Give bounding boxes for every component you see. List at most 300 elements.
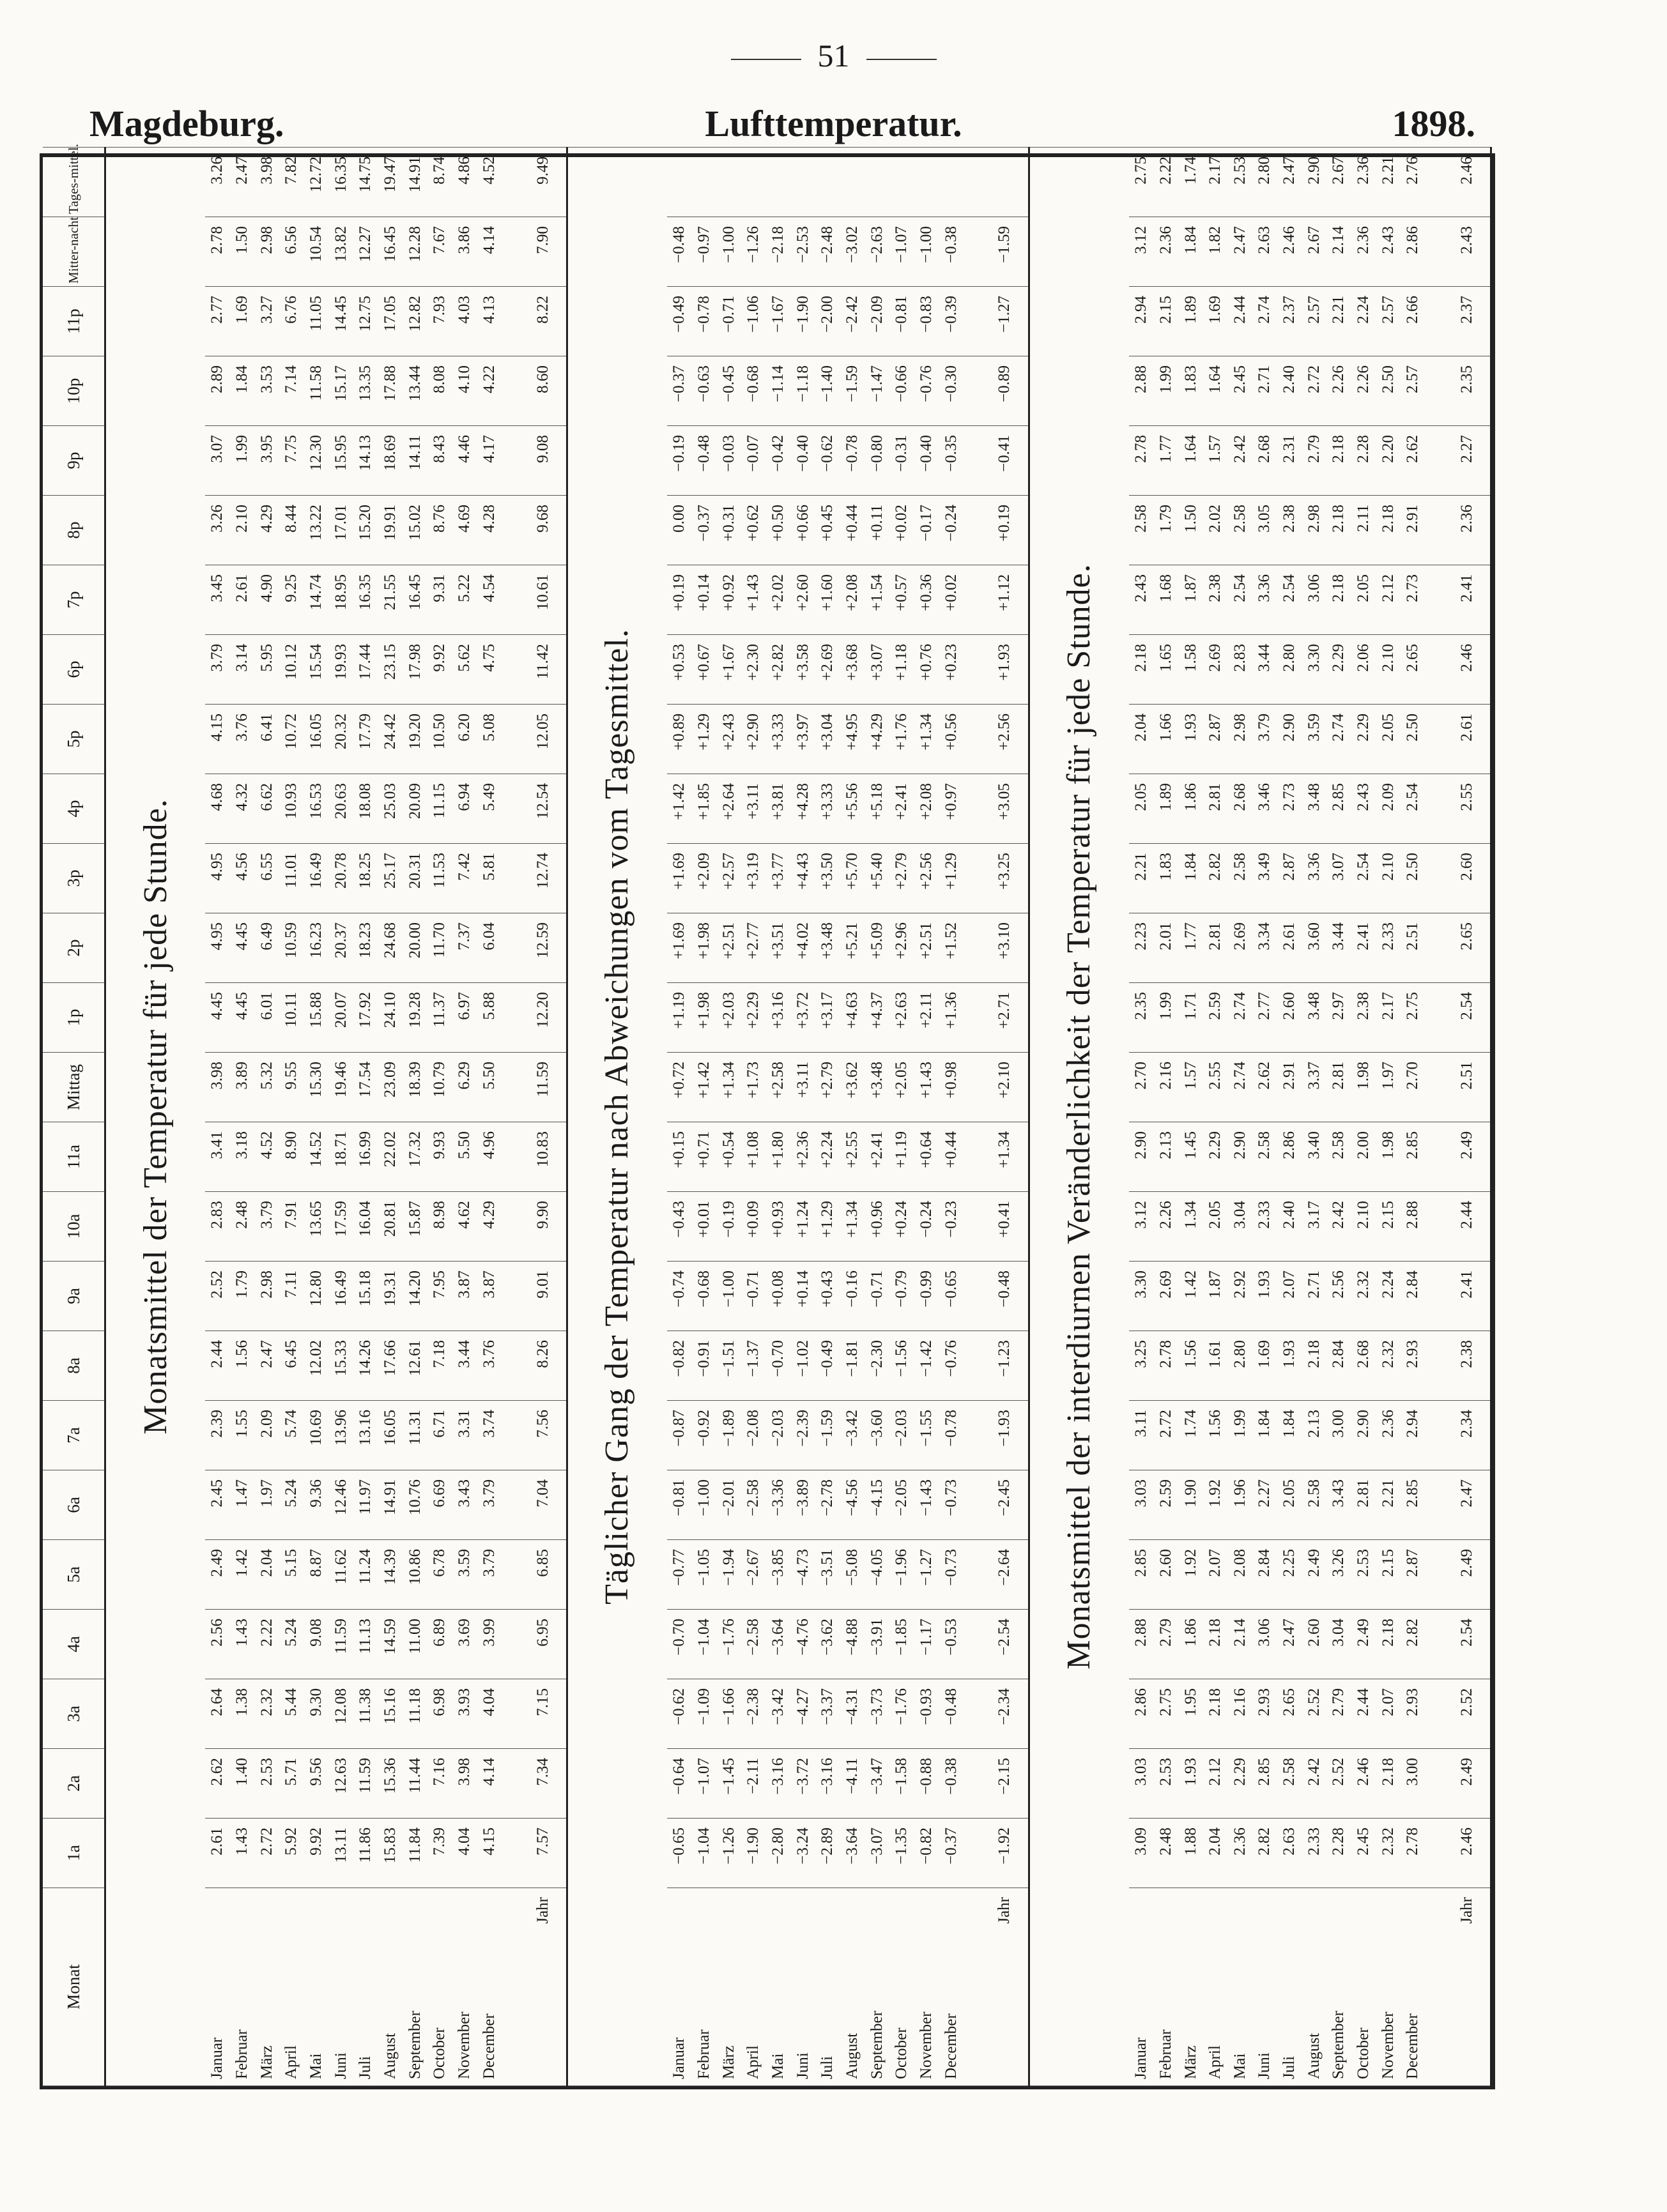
value-cell: 10.11 <box>279 983 304 1053</box>
value-cell: 2.36 <box>1351 217 1376 287</box>
month-label: Juni <box>1252 1888 1277 2086</box>
value-cell: −5.08 <box>840 1540 865 1610</box>
value-cell: 2.46 <box>1443 1819 1491 1888</box>
value-cell: 4.04 <box>452 1819 477 1888</box>
value-cell: 3.87 <box>452 1262 477 1331</box>
value-cell: 10.83 <box>519 1122 567 1192</box>
value-cell: 1.66 <box>1154 705 1179 774</box>
value-cell: 2.71 <box>1302 1262 1326 1331</box>
value-cell: 18.08 <box>353 774 378 844</box>
value-cell: +0.56 <box>939 705 964 774</box>
value-cell: −0.70 <box>766 1331 791 1401</box>
value-cell: 16.05 <box>304 705 329 774</box>
spacer-cell <box>502 1888 519 2086</box>
value-cell: 2.07 <box>1203 1540 1228 1610</box>
value-cell: 1.74 <box>1178 148 1203 217</box>
value-cell: +3.58 <box>790 635 815 705</box>
value-cell: 2.78 <box>1129 426 1154 496</box>
value-cell: 15.95 <box>328 426 353 496</box>
value-cell: 18.69 <box>378 426 403 496</box>
value-cell: 8.76 <box>427 496 452 565</box>
value-cell: 1.84 <box>1178 217 1203 287</box>
value-cell: 13.44 <box>403 356 427 426</box>
value-cell: 2.41 <box>1443 565 1491 635</box>
value-cell: −3.07 <box>864 1819 889 1888</box>
value-cell: 10.69 <box>304 1401 329 1470</box>
value-cell: −1.59 <box>840 356 865 426</box>
value-cell: −4.31 <box>840 1679 865 1749</box>
value-cell: 17.44 <box>353 635 378 705</box>
value-cell: −2.63 <box>864 217 889 287</box>
value-cell: 2.46 <box>1443 635 1491 705</box>
value-cell: −1.47 <box>864 356 889 426</box>
value-cell: +3.07 <box>864 635 889 705</box>
value-cell: −1.43 <box>914 1470 939 1540</box>
value-cell: 2.60 <box>1443 844 1491 913</box>
value-cell: 5.74 <box>279 1401 304 1470</box>
value-cell: 3.17 <box>1302 1192 1326 1262</box>
value-cell: +1.52 <box>939 913 964 983</box>
value-cell: 2.57 <box>1376 287 1401 356</box>
value-cell: 6.69 <box>427 1470 452 1540</box>
value-cell: 4.13 <box>477 287 502 356</box>
value-cell: 3.12 <box>1129 1192 1154 1262</box>
value-cell: 4.95 <box>205 913 230 983</box>
value-cell: 12.75 <box>353 287 378 356</box>
spacer-cell <box>1425 1679 1443 1749</box>
spacer-cell <box>1425 1819 1443 1888</box>
value-cell: 8.44 <box>279 496 304 565</box>
spacer-cell <box>1425 1262 1443 1331</box>
table-row <box>1227 148 1252 2086</box>
value-cell: −1.23 <box>981 1331 1029 1401</box>
value-cell: 11.59 <box>519 1053 567 1122</box>
value-cell: 3.14 <box>230 635 255 705</box>
value-cell: 8.22 <box>519 287 567 356</box>
value-cell: 2.09 <box>1376 774 1401 844</box>
spacer-cell <box>1425 1122 1443 1192</box>
month-label: Februar <box>692 1888 717 2086</box>
value-cell: 3.69 <box>452 1610 477 1679</box>
spacer-cell <box>502 1262 519 1331</box>
month-label: April <box>741 1888 766 2086</box>
value-cell: +1.29 <box>815 1192 840 1262</box>
value-cell: 16.05 <box>378 1401 403 1470</box>
value-cell: 2.36 <box>1443 496 1491 565</box>
value-cell: 14.52 <box>304 1122 329 1192</box>
value-cell: +1.85 <box>692 774 717 844</box>
value-cell: 11.59 <box>353 1749 378 1819</box>
value-cell: −0.78 <box>692 287 717 356</box>
value-cell: 8.08 <box>427 356 452 426</box>
value-cell: +3.33 <box>815 774 840 844</box>
value-cell: 17.66 <box>378 1331 403 1401</box>
spacer-cell <box>1425 356 1443 426</box>
value-cell: 2.46 <box>1277 217 1302 287</box>
value-cell: 2.48 <box>230 1192 255 1262</box>
value-cell: 4.45 <box>205 983 230 1053</box>
value-cell: −0.78 <box>939 1401 964 1470</box>
value-cell: 2.49 <box>1443 1540 1491 1610</box>
value-cell: −0.62 <box>667 1679 692 1749</box>
value-cell: 2.69 <box>1227 913 1252 983</box>
value-cell: +2.09 <box>692 844 717 913</box>
value-cell: +1.36 <box>939 983 964 1053</box>
value-cell: 12.82 <box>403 287 427 356</box>
value-cell: 14.20 <box>403 1262 427 1331</box>
value-cell: 7.90 <box>519 217 567 287</box>
value-cell: +1.34 <box>914 705 939 774</box>
value-cell: 2.60 <box>1302 1610 1326 1679</box>
table-row <box>1178 148 1203 2086</box>
value-cell: 17.88 <box>378 356 403 426</box>
value-cell: +0.36 <box>914 565 939 635</box>
value-cell: 2.54 <box>1401 774 1425 844</box>
value-cell: 2.72 <box>1154 1401 1179 1470</box>
spacer-cell <box>1425 426 1443 496</box>
month-label: Juli <box>353 1888 378 2086</box>
table-row <box>864 148 889 2086</box>
value-cell: 10.12 <box>279 635 304 705</box>
value-cell: −4.88 <box>840 1610 865 1679</box>
value-cell: −3.85 <box>766 1540 791 1610</box>
value-cell: 2.90 <box>1351 1401 1376 1470</box>
value-cell: +2.71 <box>981 983 1029 1053</box>
column-header: 2p <box>43 913 105 983</box>
value-cell: 2.17 <box>1203 148 1228 217</box>
section-title: Täglicher Gang der Temperatur nach Abweichungen vom Tagesmittel. <box>567 148 667 2086</box>
value-cell: 3.95 <box>254 426 279 496</box>
value-cell: −0.88 <box>914 1749 939 1819</box>
value-cell: 9.08 <box>519 426 567 496</box>
value-cell: 2.74 <box>1326 705 1351 774</box>
value-cell: 3.44 <box>452 1331 477 1401</box>
value-cell: −2.30 <box>864 1331 889 1401</box>
value-cell: 3.60 <box>1302 913 1326 983</box>
value-cell: 2.57 <box>1302 287 1326 356</box>
month-label: März <box>716 1888 741 2086</box>
value-cell: −1.06 <box>741 287 766 356</box>
spacer-cell <box>1425 1470 1443 1540</box>
value-cell: +3.04 <box>815 705 840 774</box>
value-cell: −1.59 <box>981 217 1029 287</box>
value-cell: −0.24 <box>939 496 964 565</box>
year-total-row <box>519 148 567 2086</box>
table-row <box>1302 148 1326 2086</box>
value-cell: 1.69 <box>230 287 255 356</box>
value-cell: +3.17 <box>815 983 840 1053</box>
value-cell: 9.36 <box>304 1470 329 1540</box>
table-row <box>452 148 477 2086</box>
value-cell: 2.09 <box>254 1401 279 1470</box>
table-row <box>1252 148 1277 2086</box>
value-cell: 7.91 <box>279 1192 304 1262</box>
value-cell: 1.77 <box>1154 426 1179 496</box>
value-cell: −0.71 <box>716 287 741 356</box>
table-row <box>815 148 840 2086</box>
table-row <box>716 148 741 2086</box>
value-cell: −0.48 <box>939 1679 964 1749</box>
value-cell: +0.96 <box>864 1192 889 1262</box>
value-cell: 3.79 <box>1252 705 1277 774</box>
value-cell: 9.92 <box>427 635 452 705</box>
value-cell: 2.07 <box>1277 1262 1302 1331</box>
value-cell: 3.44 <box>1326 913 1351 983</box>
value-cell: 10.59 <box>279 913 304 983</box>
value-cell: 3.09 <box>1129 1819 1154 1888</box>
value-cell: +2.08 <box>914 774 939 844</box>
spacer-cell <box>1425 496 1443 565</box>
value-cell: 2.71 <box>1252 356 1277 426</box>
month-label: August <box>840 1888 865 2086</box>
value-cell: +2.36 <box>790 1122 815 1192</box>
value-cell: 2.58 <box>1227 844 1252 913</box>
value-cell: 1.57 <box>1178 1053 1203 1122</box>
value-cell: 2.33 <box>1252 1192 1277 1262</box>
value-cell: −0.66 <box>889 356 914 426</box>
value-cell: 12.08 <box>328 1679 353 1749</box>
spacer-cell <box>502 1122 519 1192</box>
value-cell: +1.80 <box>766 1122 791 1192</box>
value-cell: −1.27 <box>914 1540 939 1610</box>
value-cell: +0.02 <box>939 565 964 635</box>
value-cell: +0.67 <box>692 635 717 705</box>
value-cell: 3.59 <box>452 1540 477 1610</box>
value-cell: −1.55 <box>914 1401 939 1470</box>
value-cell: 2.52 <box>1326 1749 1351 1819</box>
value-cell <box>741 148 766 217</box>
value-cell: 15.30 <box>304 1053 329 1122</box>
value-cell: 3.87 <box>477 1262 502 1331</box>
value-cell: 4.32 <box>230 774 255 844</box>
value-cell: 2.70 <box>1129 1053 1154 1122</box>
value-cell: 14.59 <box>378 1610 403 1679</box>
value-cell: +0.62 <box>741 496 766 565</box>
value-cell: −4.05 <box>864 1540 889 1610</box>
value-cell: 19.20 <box>403 705 427 774</box>
value-cell: 5.81 <box>477 844 502 913</box>
column-header: 5p <box>43 705 105 774</box>
spacer-cell <box>502 1331 519 1401</box>
value-cell: +5.09 <box>864 913 889 983</box>
value-cell: 2.08 <box>1227 1540 1252 1610</box>
value-cell: +0.11 <box>864 496 889 565</box>
month-label: November <box>914 1888 939 2086</box>
value-cell: 2.56 <box>205 1610 230 1679</box>
value-cell: 1.57 <box>1203 426 1228 496</box>
value-cell: 2.97 <box>1326 983 1351 1053</box>
value-cell: +1.43 <box>741 565 766 635</box>
value-cell: 2.15 <box>1154 287 1179 356</box>
value-cell <box>766 148 791 217</box>
value-cell: 4.68 <box>205 774 230 844</box>
value-cell: −3.72 <box>790 1749 815 1819</box>
value-cell: +0.71 <box>692 1122 717 1192</box>
value-cell: −1.00 <box>716 1262 741 1331</box>
value-cell: 12.05 <box>519 705 567 774</box>
value-cell: +2.02 <box>766 565 791 635</box>
value-cell: 14.26 <box>353 1331 378 1401</box>
value-cell: 3.11 <box>1129 1401 1154 1470</box>
value-cell: +1.18 <box>889 635 914 705</box>
value-cell: 3.48 <box>1302 774 1326 844</box>
value-cell: 2.35 <box>1443 356 1491 426</box>
spacer-cell <box>1425 705 1443 774</box>
value-cell: +0.45 <box>815 496 840 565</box>
spacer-cell <box>1425 635 1443 705</box>
value-cell: 4.54 <box>477 565 502 635</box>
value-cell: +1.76 <box>889 705 914 774</box>
value-cell: 1.93 <box>1252 1262 1277 1331</box>
value-cell: 3.89 <box>230 1053 255 1122</box>
value-cell: 2.54 <box>1351 844 1376 913</box>
value-cell: 1.89 <box>1178 287 1203 356</box>
spacer-cell <box>502 356 519 426</box>
value-cell: 2.93 <box>1401 1679 1425 1749</box>
value-cell: +1.54 <box>864 565 889 635</box>
spacer-cell <box>502 1401 519 1470</box>
value-cell: 2.55 <box>1203 1053 1228 1122</box>
value-cell: 2.47 <box>1443 1470 1491 1540</box>
value-cell: 2.61 <box>1277 913 1302 983</box>
value-cell: 1.64 <box>1203 356 1228 426</box>
value-cell: 19.47 <box>378 148 403 217</box>
spacer-row <box>1425 148 1443 2086</box>
value-cell: 2.58 <box>1302 1470 1326 1540</box>
value-cell: 2.21 <box>1376 148 1401 217</box>
spacer-cell <box>502 1819 519 1888</box>
value-cell: 2.18 <box>1376 496 1401 565</box>
value-cell: 6.71 <box>427 1401 452 1470</box>
value-cell: −2.48 <box>815 217 840 287</box>
spacer-cell <box>964 287 981 356</box>
value-cell: 10.72 <box>279 705 304 774</box>
table-row <box>427 148 452 2086</box>
value-cell: 4.75 <box>477 635 502 705</box>
value-cell: 10.86 <box>403 1540 427 1610</box>
value-cell: −0.49 <box>667 287 692 356</box>
month-label: Januar <box>205 1888 230 2086</box>
value-cell: 22.02 <box>378 1122 403 1192</box>
value-cell: 1.90 <box>1178 1470 1203 1540</box>
value-cell: 2.41 <box>1351 913 1376 983</box>
value-cell: 1.38 <box>230 1679 255 1749</box>
value-cell: 2.43 <box>1376 217 1401 287</box>
value-cell: −0.17 <box>914 496 939 565</box>
value-cell: −1.37 <box>741 1331 766 1401</box>
value-cell: +3.33 <box>766 705 791 774</box>
spacer-cell <box>1425 844 1443 913</box>
value-cell: 2.42 <box>1326 1192 1351 1262</box>
value-cell: −3.64 <box>840 1819 865 1888</box>
value-cell: −2.89 <box>815 1819 840 1888</box>
value-cell: 3.79 <box>477 1540 502 1610</box>
value-cell: 2.54 <box>1443 1610 1491 1679</box>
value-cell: −0.48 <box>981 1262 1029 1331</box>
value-cell: +0.92 <box>716 565 741 635</box>
value-cell: 24.10 <box>378 983 403 1053</box>
value-cell: −0.81 <box>889 287 914 356</box>
value-cell: 6.76 <box>279 287 304 356</box>
value-cell: 6.94 <box>452 774 477 844</box>
value-cell: −0.35 <box>939 426 964 496</box>
value-cell: 2.45 <box>1227 356 1252 426</box>
spacer-cell <box>964 774 981 844</box>
value-cell: 2.67 <box>1326 148 1351 217</box>
value-cell <box>716 148 741 217</box>
value-cell: −1.00 <box>716 217 741 287</box>
value-cell: 17.79 <box>353 705 378 774</box>
value-cell: +0.08 <box>766 1262 791 1331</box>
value-cell: −2.00 <box>815 287 840 356</box>
value-cell: 2.98 <box>254 1262 279 1331</box>
value-cell: −0.89 <box>981 356 1029 426</box>
spacer-cell <box>502 635 519 705</box>
value-cell: 2.50 <box>1376 356 1401 426</box>
value-cell: 1.95 <box>1178 1679 1203 1749</box>
value-cell: 2.22 <box>254 1610 279 1679</box>
value-cell: 2.38 <box>1443 1331 1491 1401</box>
value-cell: 2.04 <box>1129 705 1154 774</box>
value-cell: 10.79 <box>427 1053 452 1122</box>
value-cell: 1.87 <box>1178 565 1203 635</box>
value-cell: 11.97 <box>353 1470 378 1540</box>
value-cell: −3.62 <box>815 1610 840 1679</box>
value-cell: −1.40 <box>815 356 840 426</box>
value-cell: 2.74 <box>1227 1053 1252 1122</box>
value-cell: 1.83 <box>1178 356 1203 426</box>
value-cell: 15.36 <box>378 1749 403 1819</box>
value-cell: +3.72 <box>790 983 815 1053</box>
value-cell: 3.53 <box>254 356 279 426</box>
value-cell: −0.40 <box>790 426 815 496</box>
value-cell: +2.60 <box>790 565 815 635</box>
value-cell: 16.45 <box>378 217 403 287</box>
value-cell: 2.88 <box>1129 356 1154 426</box>
table-row <box>667 148 692 2086</box>
value-cell: −0.43 <box>667 1192 692 1262</box>
value-cell: 1.87 <box>1203 1262 1228 1331</box>
spacer-cell <box>964 1749 981 1819</box>
spacer-cell <box>1425 1192 1443 1262</box>
value-cell: −0.73 <box>939 1540 964 1610</box>
value-cell: 4.15 <box>205 705 230 774</box>
value-cell: 5.15 <box>279 1540 304 1610</box>
value-cell: 5.24 <box>279 1470 304 1540</box>
value-cell: 2.87 <box>1401 1540 1425 1610</box>
value-cell: −0.63 <box>692 356 717 426</box>
value-cell: 13.16 <box>353 1401 378 1470</box>
column-header: 1a <box>43 1819 105 1888</box>
value-cell: 20.32 <box>328 705 353 774</box>
value-cell: 2.27 <box>1252 1470 1277 1540</box>
table-row <box>741 148 766 2086</box>
value-cell: 10.61 <box>519 565 567 635</box>
value-cell: 2.21 <box>1129 844 1154 913</box>
value-cell: 3.86 <box>452 217 477 287</box>
value-cell: 12.28 <box>403 217 427 287</box>
value-cell: 2.25 <box>1277 1540 1302 1610</box>
value-cell: 2.33 <box>1376 913 1401 983</box>
value-cell: 1.42 <box>1178 1262 1203 1331</box>
value-cell: 3.34 <box>1252 913 1277 983</box>
value-cell: 8.87 <box>304 1540 329 1610</box>
value-cell: 2.69 <box>1154 1262 1179 1331</box>
value-cell: +3.68 <box>840 635 865 705</box>
value-cell: 4.69 <box>452 496 477 565</box>
value-cell: 3.76 <box>230 705 255 774</box>
value-cell: 4.56 <box>230 844 255 913</box>
